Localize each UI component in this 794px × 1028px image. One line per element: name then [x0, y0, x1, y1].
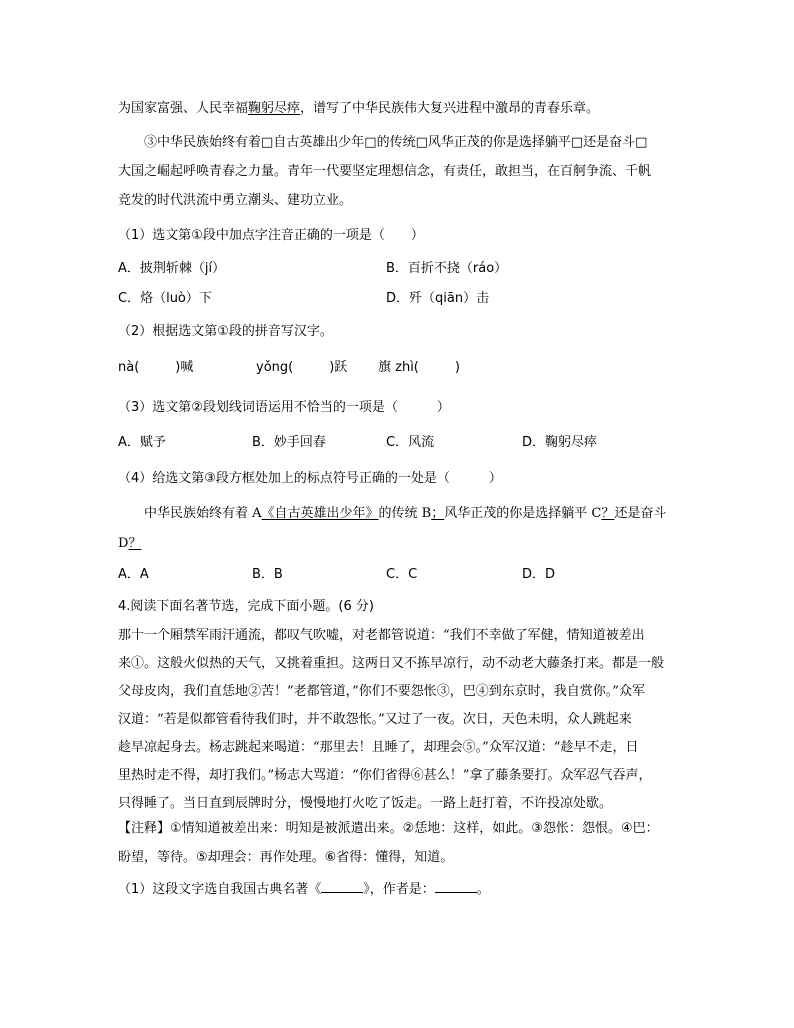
q4-option-c[interactable]: C．C: [386, 567, 418, 582]
q4-option-d[interactable]: D．D: [522, 567, 556, 582]
excerpt-line: 来①。这般火似热的天气，又挑着重担。这两日又不拣早凉行，动不动老大藤条打来。都是一般: [118, 656, 665, 671]
passage-p3-line-2: 大国之崛起呼唤青春之力量。青年一代要坚定理想信念，有责任，敢担当，在百舸争流、千帆: [118, 164, 652, 179]
q4-sentence-line-1: [144, 505, 666, 523]
q1-option-a[interactable]: A．披荆斩棘（jí）: [118, 261, 226, 276]
q2-item-b: [256, 359, 347, 377]
excerpt-line: 趁早凉起身去。杨志跳起来喝道：“那里去！且睡了，却理会⑤。”众军汉道：“趁早不走，日: [118, 740, 639, 755]
q1-option-d[interactable]: D．歼（qiān）击: [386, 291, 490, 306]
marked-d: ？: [128, 536, 142, 551]
excerpt-line: 那十一个厢禁军雨汗通流，都叹气吹嘘，对老都管说道：“我们不幸做了军健，情知道被差出: [118, 628, 645, 643]
section-4-heading: 4.阅读下面名著节选，完成下面小题。(6 分): [118, 599, 374, 614]
pinyin: nà(: [118, 360, 140, 375]
author-blank[interactable]: [435, 880, 477, 893]
q4-option-a[interactable]: A．A: [118, 567, 149, 582]
sentence-text: D: [118, 536, 129, 551]
question-text: 》，作者是：: [363, 882, 435, 897]
q3-stem: （3）选文第②段划线词语运用不恰当的一项是（ ）: [118, 400, 450, 415]
q3-option-b[interactable]: B．妙手回春: [252, 435, 326, 450]
marked-a: 《自古英雄出少年》: [261, 506, 379, 521]
sentence-text: 的传统 B: [378, 506, 432, 521]
q3-option-a[interactable]: A．赋予: [118, 435, 166, 450]
excerpt-line: 里热时走不得，却打我们。”杨志大骂道：“你们省得⑥甚么！”拿了藤条要打。众军忍气吞声，: [118, 768, 652, 783]
passage-p3-line-3: 竞发的时代洪流中勇立潮头、建功立业。: [118, 193, 353, 208]
excerpt-line: 汉道：“若是似都管看待我们时，并不敢怨怅。”又过了一夜。次日，天色未明，众人跳起来: [118, 712, 632, 727]
question-text: 。: [476, 882, 490, 897]
q2-item-a: [118, 359, 193, 377]
marked-b: ；: [431, 506, 445, 521]
underlined-word: 鞠躬尽瘁: [248, 101, 301, 116]
excerpt-line: 只得睡了。当日直到辰牌时分，慢慢地打火吃了饭走。一路上赶打着，不许投凉处歇。: [118, 796, 613, 811]
q4-stem: （4）给选文第③段方框处加上的标点符号正确的一处是（ ）: [118, 471, 502, 486]
marked-c: ？: [601, 506, 615, 521]
hanzi: )跃: [329, 360, 348, 375]
q1-option-c[interactable]: C．烙（luò）下: [118, 291, 212, 306]
q1-stem: （1）选文第①段中加点字注音正确的一项是（ ）: [118, 228, 424, 243]
notes-line-1: 【注释】①情知道被差出来：明知是被派遣出来。②恁地：这样，如此。③怨怅：怨恨。④巴：: [118, 821, 659, 836]
q2-item-c: [378, 359, 460, 377]
pinyin: 旗 zhì(: [378, 360, 419, 375]
passage-p3-line-1: ③中华民族始终有着□自古英雄出少年□的传统□风华正茂的你是选择躺平□还是奋斗□: [144, 135, 648, 150]
section-4-q1: [118, 880, 490, 899]
q3-option-c[interactable]: C．风流: [386, 435, 435, 450]
q4-sentence-line-2: [118, 535, 141, 553]
passage-text: 为国家富强、人民幸福: [118, 101, 249, 116]
q1-option-b[interactable]: B．百折不挠（ráo）: [386, 261, 508, 276]
sentence-text: 风华正茂的你是选择躺平 C: [444, 506, 602, 521]
hanzi: ): [454, 360, 460, 375]
q4-option-b[interactable]: B．B: [252, 567, 283, 582]
q3-option-d[interactable]: D．鞠躬尽瘁: [522, 435, 598, 450]
question-text: （1）这段文字选自我国古典名著《: [118, 882, 322, 897]
passage-text: ，谱写了中华民族伟大复兴进程中激昂的青春乐章。: [300, 101, 600, 116]
book-title-blank[interactable]: [321, 880, 363, 893]
q2-stem: （2）根据选文第①段的拼音写汉字。: [118, 324, 333, 339]
passage-line-1: [118, 100, 599, 118]
notes-line-2: 盼望，等待。⑤却理会：再作处理。⑥省得：懂得，知道。: [118, 850, 454, 865]
sentence-text: 中华民族始终有着 A: [144, 506, 262, 521]
hanzi: )喊: [175, 360, 194, 375]
pinyin: yǒng(: [256, 360, 294, 375]
excerpt-line: 父母皮肉，我们直恁地②苦！”老都管道，”你们不要怨怅③，巴④到东京时，我自赏你。”众军: [118, 684, 645, 699]
sentence-text: 还是奋斗: [614, 506, 667, 521]
